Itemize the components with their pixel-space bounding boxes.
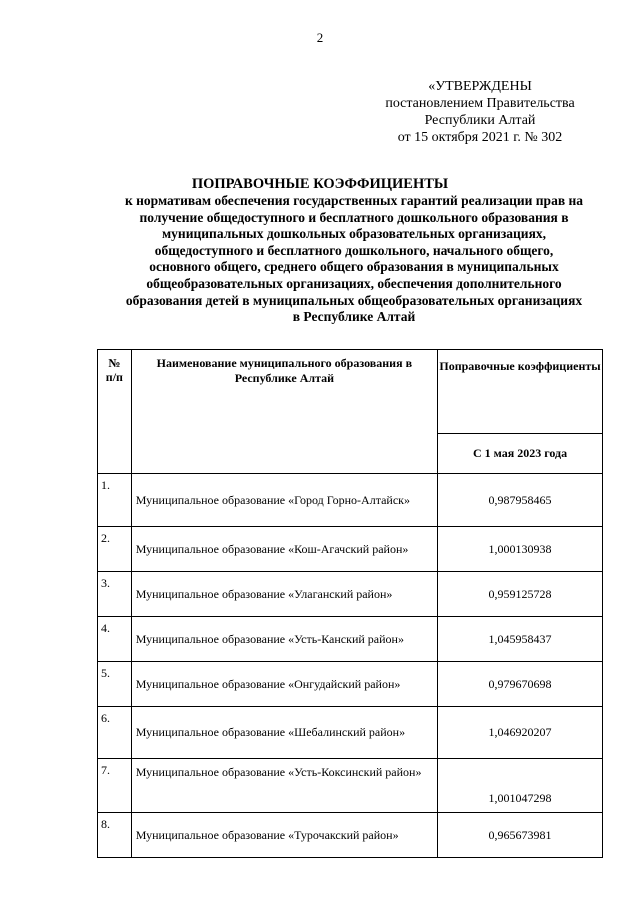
approval-block: [370, 78, 590, 146]
approval-line: «УТВЕРЖДЕНЫ: [428, 79, 532, 94]
subtitle-line: общедоступного и бесплатного дошкольного, начального общего,: [154, 242, 554, 258]
table-header-row: [98, 350, 603, 434]
document-title: ПОПРАВОЧНЫЕ КОЭФФИЦИЕНТЫ: [191, 176, 449, 192]
row-num: 4.: [98, 617, 132, 662]
row-name: Муниципальное образование «Кош-Агачский район»: [131, 527, 437, 572]
header-name-cell: Наименование муниципального образования в Республике Алтай: [131, 350, 437, 474]
table-row: [98, 707, 603, 759]
header-num-line: п/п: [105, 370, 123, 384]
table-row: [98, 474, 603, 527]
approval-line: Республики Алтай: [424, 113, 536, 128]
row-name: Муниципальное образование «Усть-Канский район»: [131, 617, 437, 662]
row-num: 3.: [98, 572, 132, 617]
header-num-cell: [98, 350, 132, 474]
subtitle-line: получение общедоступного и бесплатного дошкольного образования в: [139, 209, 569, 225]
row-value: 0,987958465: [438, 474, 603, 527]
header-coef-cell: Поправочные коэффициенты: [438, 350, 603, 434]
table-row: [98, 813, 603, 858]
row-num: 7.: [98, 759, 132, 813]
row-num: 1.: [98, 474, 132, 527]
row-value: 0,959125728: [438, 572, 603, 617]
subtitle-line: основного общего, среднего общего образования в муниципальных: [149, 259, 559, 275]
row-value: 1,000130938: [438, 527, 603, 572]
row-num: 2.: [98, 527, 132, 572]
header-date-cell: С 1 мая 2023 года: [438, 434, 603, 474]
row-name: Муниципальное образование «Усть-Коксинский район»: [131, 759, 437, 813]
subtitle-line: общеобразовательных организациях, обеспечения дополнительного: [146, 275, 562, 291]
table-row: [98, 572, 603, 617]
table-row: [98, 527, 603, 572]
approval-line: от 15 октября 2021 г. № 302: [397, 130, 563, 145]
subtitle-line: к нормативам обеспечения государственных гарантий реализации прав на: [124, 193, 584, 208]
row-value: 1,046920207: [438, 707, 603, 759]
row-num: 8.: [98, 813, 132, 858]
row-name: Муниципальное образование «Город Горно-Алтайск»: [131, 474, 437, 527]
subtitle-line: в Республике Алтай: [292, 309, 416, 325]
row-value: 1,045958437: [438, 617, 603, 662]
table-row: [98, 662, 603, 707]
row-name: Муниципальное образование «Улаганский район»: [131, 572, 437, 617]
row-num: 5.: [98, 662, 132, 707]
approval-line: постановлением Правительства: [385, 96, 575, 111]
row-num: 6.: [98, 707, 132, 759]
coefficients-table: [97, 349, 603, 858]
table-row: [98, 617, 603, 662]
row-value: 0,965673981: [438, 813, 603, 858]
subtitle-line: муниципальных дошкольных образовательных организациях,: [161, 226, 546, 242]
document-subtitle: [88, 193, 620, 326]
row-value: 1,001047298: [438, 759, 603, 813]
subtitle-line: образования детей в муниципальных общеобразовательных организациях: [125, 292, 583, 308]
row-name: Муниципальное образование «Онгудайский район»: [131, 662, 437, 707]
table-row: [98, 759, 603, 813]
header-num-line: №: [108, 356, 121, 370]
row-name: Муниципальное образование «Турочакский район»: [131, 813, 437, 858]
row-name: Муниципальное образование «Шебалинский район»: [131, 707, 437, 759]
page-number: 2: [316, 30, 324, 45]
row-value: 0,979670698: [438, 662, 603, 707]
